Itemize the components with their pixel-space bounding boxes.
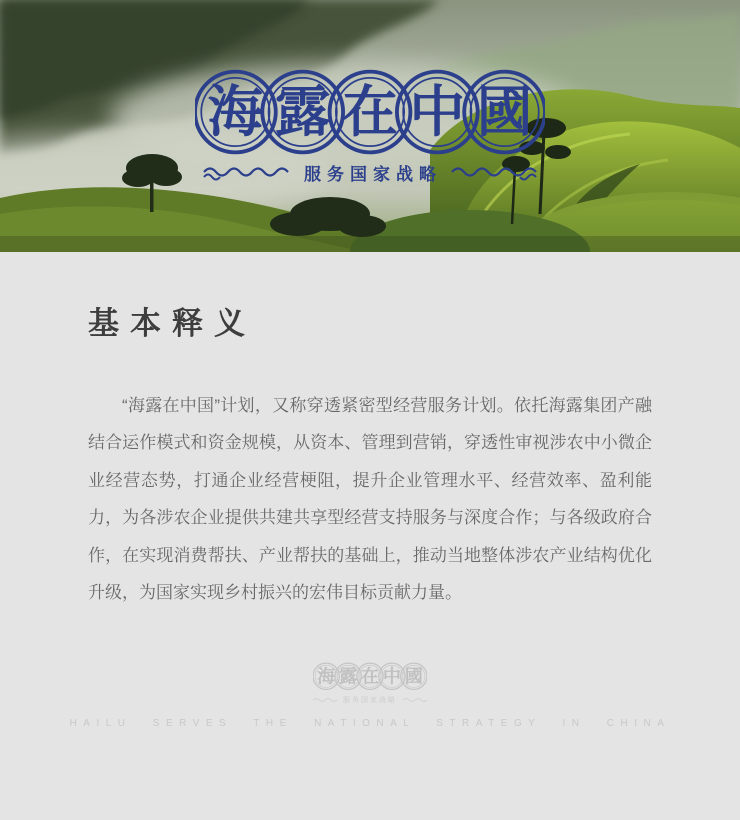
logo-char: 國 [476,81,533,144]
brand-logo-rings [195,62,545,162]
watermark-char: 國 [404,666,423,687]
definition-paragraph: “海露在中国”计划，又称穿透紧密型经营服务计划。依托海露集团产融结合运作模式和资金规模，从资本、管理到营销，穿透性审视涉农中小微企业经营态势，打通企业经营梗阻，提升企业管理水平、经营效率、盈利能力，为各涉农企业提供共建共享型经营支持服务与深度合作；与各级政府合作，在实现消费帮扶、产业帮扶的基础上，推动当地整体涉农产业结构优化升级，为国家实现乡村振兴的宏伟目标贡献力量。 [88,396,652,602]
watermark-char: 海 [317,666,336,687]
logo-char: 海 [207,81,264,144]
wave-decoration-icon [202,165,290,181]
footer-tagline: HAILU SERVES THE NATIONAL STRATEGY IN CHINA [69,717,671,729]
watermark-subtitle-label: 服务国家战略 [343,696,397,704]
hero-subtitle [0,160,740,185]
logo-characters [208,81,533,143]
watermark-characters [317,666,423,687]
brand-logo [195,62,545,162]
wave-decoration-icon [402,697,428,703]
hero-subtitle-label: 服务国家战略 [304,165,442,184]
wave-decoration-icon [450,165,538,181]
logo-char: 在 [342,81,398,144]
watermark-char: 在 [360,666,380,687]
wave-decoration-icon [312,697,338,703]
footer-watermark [0,660,740,729]
logo-char: 中 [409,81,466,144]
logo-char: 露 [274,81,331,144]
watermark-char: 露 [339,666,358,687]
watermark-subtitle [0,695,740,705]
definition-section [0,298,740,611]
hero-banner [0,0,740,252]
watermark-char: 中 [382,666,401,687]
section-title: 基本释义 [88,306,256,341]
watermark-logo [313,660,427,693]
